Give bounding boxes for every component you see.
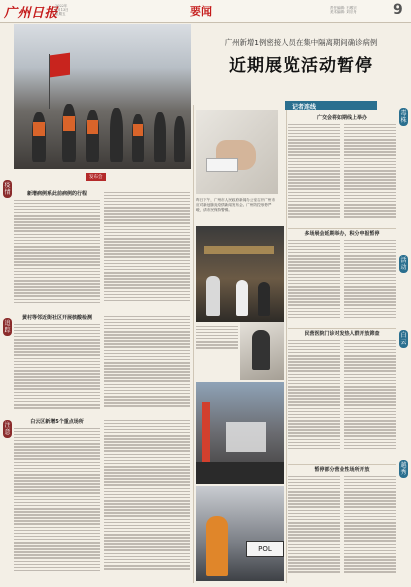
left-subheading-3: 白云区新增5个重点场所 (30, 419, 84, 425)
right-subheading-2: 多场展会延期举办，积分申报暂停 (304, 231, 380, 237)
hand-photo (196, 110, 278, 194)
worker-photo (240, 322, 284, 380)
newspaper-logo: 广州日报 (4, 6, 59, 21)
side-tab-left-2: 追踪 (4, 320, 11, 334)
right-subheading-3: 民营医院门诊对发热人群开放筛查 (304, 331, 380, 337)
side-tab-right-4: 越秀 (400, 462, 407, 476)
street-checkpoint-photo (196, 382, 284, 484)
section-divider (288, 464, 396, 465)
red-flag-image (50, 53, 70, 78)
left-article-body-3 (14, 322, 100, 414)
press-conference-tag: 发布会 (86, 173, 106, 181)
left-article-body-4 (14, 426, 100, 581)
section-divider (288, 328, 396, 329)
mid-article-body-2 (104, 418, 190, 581)
column-divider (286, 110, 287, 583)
left-subheading-2: 黄村等邻近街社区开展核酸检测 (21, 315, 92, 321)
column-divider (193, 105, 194, 583)
right-subheading-1: 广交会将如期线上举办 (316, 115, 367, 121)
right-article-body-4a (288, 474, 340, 581)
right-article-body-3a (288, 338, 340, 460)
mid-article-body-1 (104, 314, 190, 414)
right-article-body-4b (344, 474, 396, 581)
headline-kicker: 广州新增1例密接人员在集中隔离期间确诊病例 (224, 38, 378, 47)
right-subheading-4: 暂停部分营业性场所开放 (314, 467, 370, 473)
headline-title: 近期展览活动暂停 (229, 56, 373, 76)
page-number: 9 (393, 2, 403, 18)
section-divider (288, 228, 396, 229)
right-column-heading: 记者连线 (292, 104, 317, 111)
section-title: 要闻 (190, 5, 212, 18)
left-article-body-2 (104, 190, 190, 310)
photo-caption-1 (196, 324, 238, 368)
mall-scene-photo (196, 226, 284, 322)
right-article-body-2b (344, 238, 396, 326)
police-checkpoint-photo: POL (196, 486, 284, 581)
left-article-body-1 (14, 198, 100, 310)
lead-photo (14, 24, 191, 169)
headline-block (196, 37, 406, 76)
side-tab-right-1: 毒株 (400, 110, 407, 124)
side-tab-right-2: 活动 (400, 257, 407, 271)
left-subheading-1: 新增病例系此前病例的行程 (26, 191, 87, 197)
right-article-body-3b (344, 338, 396, 460)
side-tab-right-3: 白云 (400, 332, 407, 346)
issue-date: 2022年 5月13日 星期五 (55, 4, 69, 16)
lead-caption: 昨日下午，广州市人民政府新闻办公室召开广州市应对新冠肺炎疫情新闻发布会。广州防控形势严峻，请市民保持警惕。 (196, 198, 276, 212)
editor-credits: 责任编辑: 石敬宗 美术编辑: 刘宗舟 (330, 6, 357, 14)
right-article-body-1b (344, 122, 396, 226)
right-article-body-2a (288, 238, 340, 326)
right-article-body-1a (288, 122, 340, 226)
side-tab-left-1: 疫情 (4, 182, 11, 196)
side-tab-left-3: 注意 (4, 422, 11, 436)
